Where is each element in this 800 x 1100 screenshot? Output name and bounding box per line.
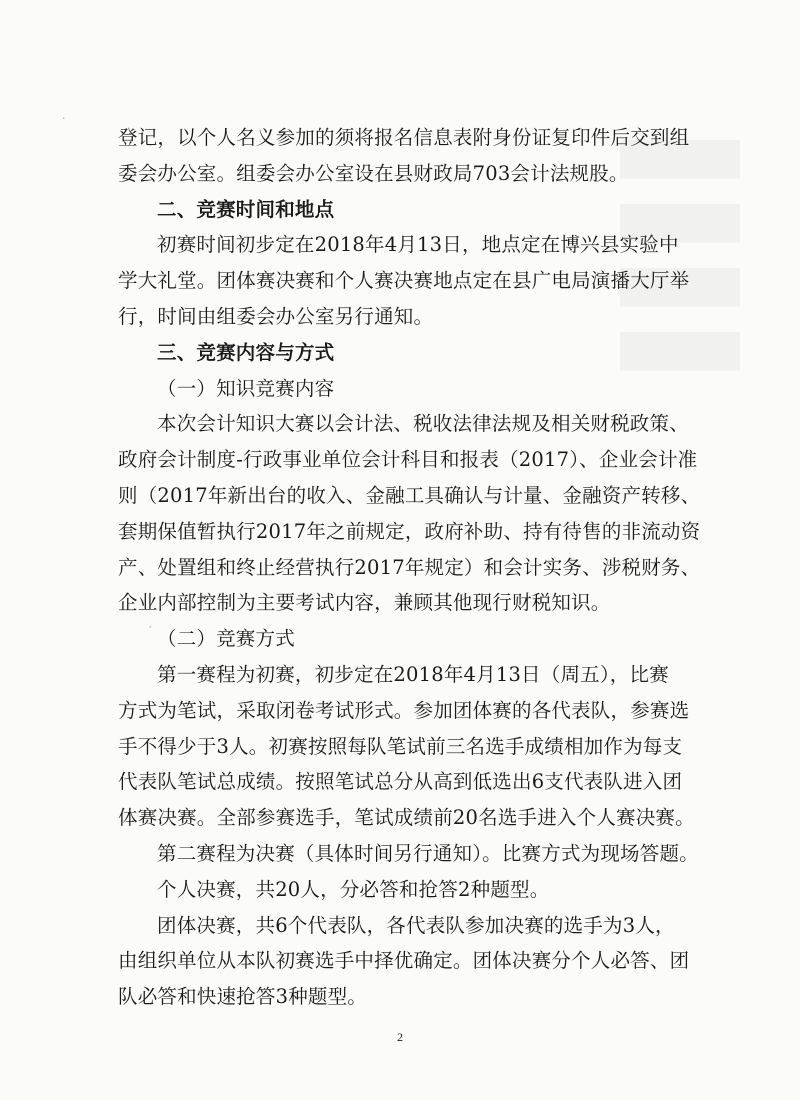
scan-speck: · [62,112,66,125]
subsection-heading: （二）竞赛方式 [157,627,295,651]
paragraph-line: 行，时间由组委会办公室另行通知。 [118,304,434,328]
subsection-heading: （一）知识竞赛内容 [157,376,335,400]
scan-speck: ˊ [147,625,153,638]
section-heading: 三、竞赛内容与方式 [157,340,335,364]
paragraph-line: 则（2017年新出台的收入、金融工具确认与计量、金融资产转移、 [118,483,701,507]
page-number: 2 [397,1030,403,1044]
paragraph-line: 个人决赛，共20人，分必答和抢答2种题型。 [157,877,550,901]
paragraph-line: 初赛时间初步定在2018年4月13日，地点定在博兴县实验中 [157,233,679,257]
paragraph-line: 体赛决赛。全部参赛选手，笔试成绩前20名选手进入个人赛决赛。 [118,806,695,830]
paragraph-line: 第一赛程为初赛，初步定在2018年4月13日（周五），比赛 [157,662,669,686]
paragraph-line: 团体决赛，共6个代表队，各代表队参加决赛的选手为3人， [157,913,675,937]
document-body [118,120,718,1015]
paragraph-line: 登记，以个人名义参加的须将报名信息表附身份证复印件后交到组 [118,126,690,149]
section-heading: 二、竞赛时间和地点 [157,197,335,221]
paragraph-line: 手不得少于3人。初赛按照每队笔试前三名选手成绩相加作为每支 [118,734,683,758]
paragraph-line: 本次会计知识大赛以会计法、税收法律法规及相关财税政策、 [157,412,689,436]
paragraph-line: 学大礼堂。团体赛决赛和个人赛决赛地点定在县广电局演播大厅举 [118,269,690,293]
paragraph-line: 第二赛程为决赛（具体时间另行通知）。比赛方式为现场答题。 [157,841,699,865]
paragraph-line: 队必答和快速抢答3种题型。 [118,985,368,1009]
paragraph-line: 政府会计制度-行政事业单位会计科目和报表（2017）、企业会计准 [118,448,698,472]
paragraph-line: 委会办公室。组委会办公室设在县财政局703会计法规股。 [118,161,629,185]
paragraph-line: 企业内部控制为主要考试内容，兼顾其他现行财税知识。 [118,591,611,615]
paragraph-line: 代表队笔试总成绩。按照笔试总分从高到低选出6支代表队进入团 [118,770,683,794]
paragraph-line: 套期保值暂执行2017年之前规定，政府补助、持有待售的非流动资 [118,519,701,543]
paragraph-line: 方式为笔试，采取闭卷考试形式。参加团体赛的各代表队，参赛选 [118,698,690,722]
paragraph-line: 产、处置组和终止经营执行2017年规定）和会计实务、涉税财务、 [118,555,701,579]
paragraph-line: 由组织单位从本队初赛选手中择优确定。团体决赛分个人必答、团 [118,949,690,973]
